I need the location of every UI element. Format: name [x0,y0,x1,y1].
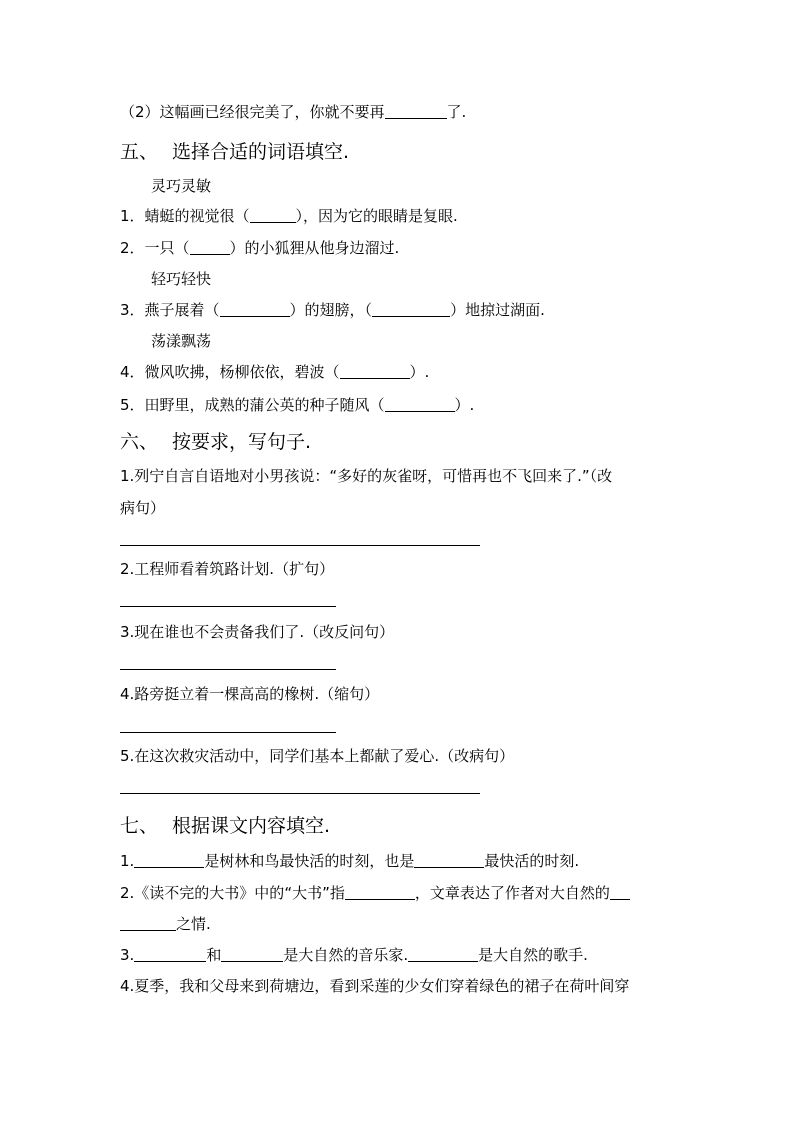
word-bank-1: 灵巧灵敏 [151,177,212,195]
answer-line[interactable] [120,732,336,733]
section-title: 按要求，写句子. [172,431,312,453]
blank[interactable] [220,301,290,317]
word-bank-3: 荡漾飘荡 [151,332,212,350]
section-6-question-5: 5.在这次救灾活动中，同学们基本上都献了爱心.（改病句） [120,747,515,765]
blank[interactable] [134,852,204,868]
question-text: ）地掠过湖面. [450,301,545,319]
section-6-question-2: 2.工程师看着筑路计划.（扩句） [120,560,335,578]
section-7-question-3 [120,945,588,965]
blank[interactable] [340,363,410,379]
question-text: ）. [454,396,475,414]
question-text: ）的小狐狸从他身边溜过. [229,239,400,257]
answer-line[interactable] [120,793,480,794]
blank[interactable] [385,103,447,119]
section-7-question-4: 4.夏季，我和父母来到荷塘边，看到采莲的少女们穿着绿色的裙子在荷叶间穿 [120,977,630,995]
section-7-heading [120,814,330,838]
blank[interactable] [345,884,415,900]
section-6-heading [120,430,311,454]
question-text: 和 [206,946,222,964]
blank[interactable] [414,852,484,868]
blank[interactable] [385,396,455,412]
section-5-heading [120,140,349,164]
blank[interactable] [250,207,296,223]
question-text: ，文章表达了作者对大自然的 [414,884,610,902]
section-6-question-1-line-2: 病句） [120,499,166,517]
section-number: 六、 [120,431,159,453]
section-7-question-2-line-1 [120,883,630,903]
section-title: 选择合适的词语填空. [172,141,350,163]
question-text: 4．微风吹拂，杨柳依依，碧波（ [120,363,340,381]
question-text: 是大自然的音乐家. [283,946,409,964]
question-text: ）. [409,363,430,381]
blank[interactable] [120,915,176,931]
blank[interactable] [372,301,450,317]
blank[interactable] [408,946,478,962]
question-text: （2）这幅画已经很完美了，你就不要再 [120,103,385,121]
question-text: 之情. [176,915,211,933]
blank[interactable] [190,239,230,255]
answer-line[interactable] [120,606,336,607]
section-5-question-2 [120,238,399,258]
question-text: ）的翅膀，（ [289,301,373,319]
section-5-question-4 [120,362,429,382]
section-6-question-1-line-1: 1.列宁自言自语地对小男孩说：“多好的灰雀呀，可惜再也不飞回来了.”（改 [120,467,613,485]
blank[interactable] [610,884,630,900]
question-text: 3. [120,946,135,964]
section-5-question-3 [120,300,545,320]
section-title: 根据课文内容填空. [172,815,331,837]
answer-line[interactable] [120,669,336,670]
word-bank-2: 轻巧轻快 [151,270,212,288]
question-5-2-line [120,102,466,122]
blank[interactable] [221,946,283,962]
question-text: 了. [446,103,467,121]
section-7-question-2-line-2 [120,914,211,934]
question-text: 5．田野里，成熟的蒲公英的种子随风（ [120,396,385,414]
question-text: 1．蜻蜓的视觉很（ [120,207,250,225]
section-5-question-1 [120,206,458,226]
question-text: 2．一只（ [120,239,190,257]
section-number: 五、 [120,141,159,163]
question-text: 2.《读不完的大书》中的“大书”指 [120,884,345,902]
section-number: 七、 [120,815,159,837]
question-text: 最快活的时刻. [484,852,580,870]
section-6-question-4: 4.路旁挺立着一棵高高的橡树.（缩句） [120,685,380,703]
question-text: ），因为它的眼睛是复眼. [295,207,458,225]
question-text: 3．燕子展着（ [120,301,220,319]
section-7-question-1 [120,851,579,871]
section-6-question-3: 3.现在谁也不会责备我们了.（改反问句） [120,623,395,641]
question-text: 1. [120,852,135,870]
question-text: 是大自然的歌手. [478,946,588,964]
blank[interactable] [134,946,206,962]
section-5-question-5 [120,395,474,415]
question-text: 是树林和鸟最快活的时刻，也是 [204,852,415,870]
answer-line[interactable] [120,545,480,546]
